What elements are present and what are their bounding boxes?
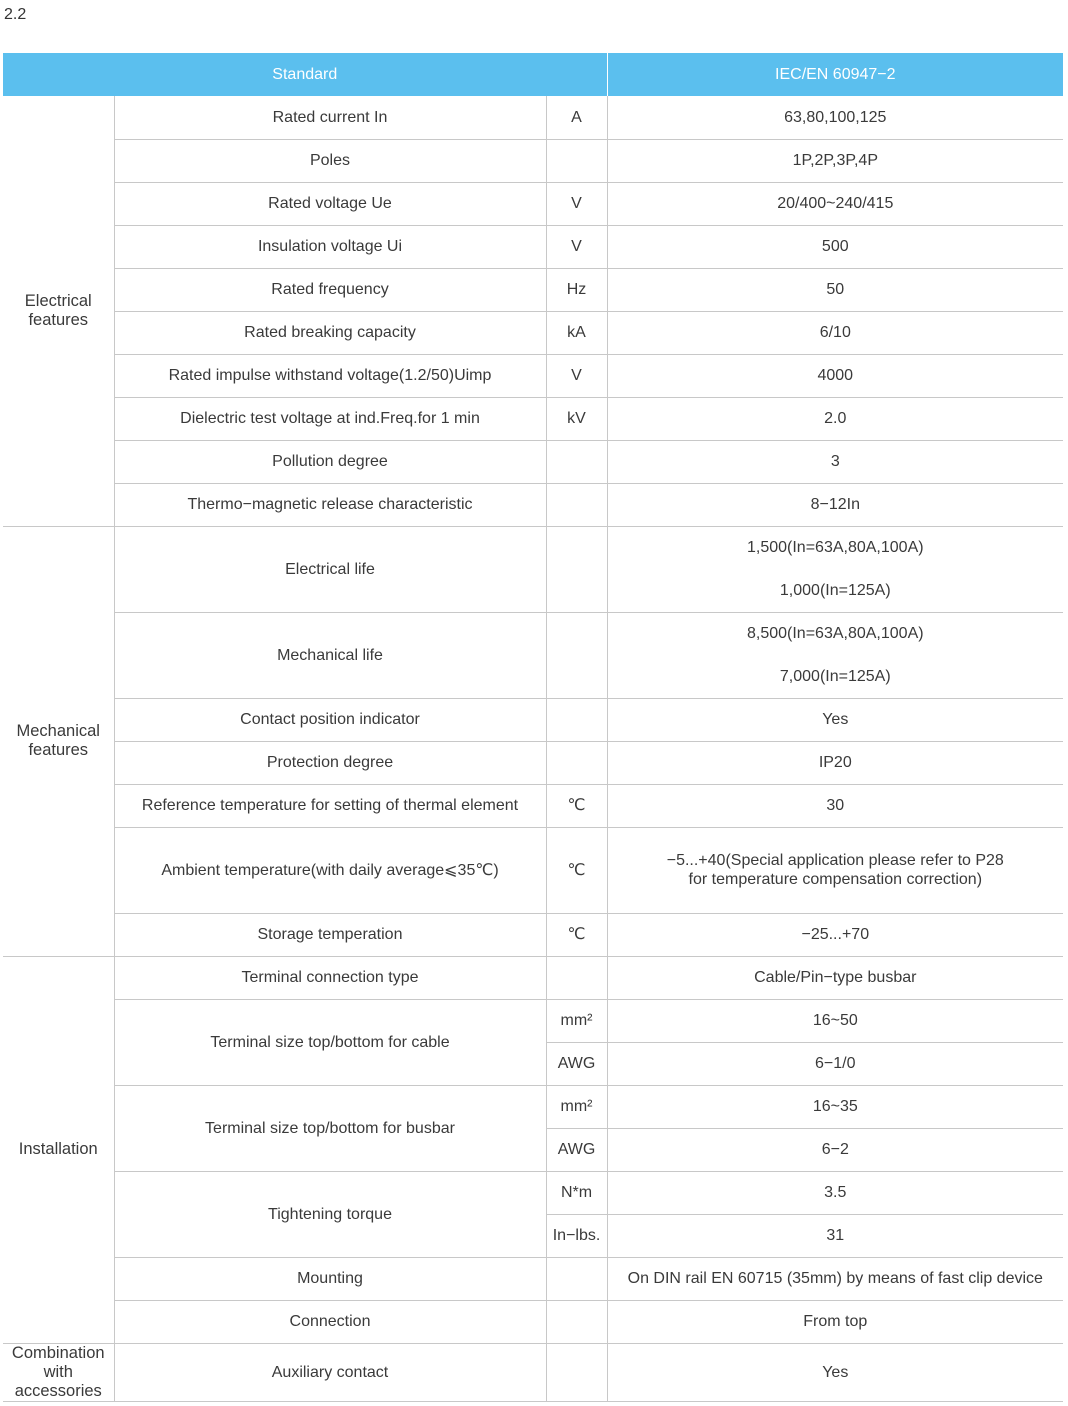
value-cell: 30 (607, 784, 1063, 827)
value-cell: 6/10 (607, 311, 1063, 354)
param-cell: Thermo−magnetic release characteristic (114, 483, 546, 526)
unit-cell (546, 698, 607, 741)
param-cell: Terminal size top/bottom for cable (114, 999, 546, 1085)
param-cell: Insulation voltage Ui (114, 225, 546, 268)
unit-cell: V (546, 354, 607, 397)
value-cell: 8−12In (607, 483, 1063, 526)
value-cell: 4000 (607, 354, 1063, 397)
param-cell: Mechanical life (114, 612, 546, 698)
value-cell: Yes (607, 698, 1063, 741)
value-line: 1,000(In=125A) (779, 582, 891, 599)
value-cell (607, 612, 1063, 698)
unit-cell (546, 139, 607, 182)
param-cell: Rated current In (114, 96, 546, 139)
param-cell: Terminal connection type (114, 956, 546, 999)
table-row (3, 354, 1063, 397)
table-row (3, 96, 1063, 139)
table-row (3, 311, 1063, 354)
unit-cell (546, 1257, 607, 1300)
unit-cell: AWG (546, 1042, 607, 1085)
param-cell: Protection degree (114, 741, 546, 784)
param-cell: Auxiliary contact (114, 1343, 546, 1401)
param-cell: Rated frequency (114, 268, 546, 311)
value-cell: 16~50 (607, 999, 1063, 1042)
unit-cell: V (546, 182, 607, 225)
table-row (3, 483, 1063, 526)
spec-table (3, 53, 1063, 1402)
param-cell: Terminal size top/bottom for busbar (114, 1085, 546, 1171)
table-row (3, 1257, 1063, 1300)
table-row (3, 827, 1063, 913)
table-row (3, 397, 1063, 440)
param-cell: Rated breaking capacity (114, 311, 546, 354)
table-row (3, 698, 1063, 741)
header-standard-value: IEC/EN 60947−2 (607, 53, 1063, 96)
param-cell: Storage temperation (114, 913, 546, 956)
unit-cell: mm² (546, 999, 607, 1042)
value-cell: 1P,2P,3P,4P (607, 139, 1063, 182)
value-cell: 16~35 (607, 1085, 1063, 1128)
param-cell: Tightening torque (114, 1171, 546, 1257)
value-cell: From top (607, 1300, 1063, 1343)
table-row (3, 784, 1063, 827)
group-combination: Combination with accessories (3, 1343, 114, 1401)
group-mechanical: Mechanical features (3, 526, 114, 956)
unit-cell: A (546, 96, 607, 139)
unit-cell (546, 483, 607, 526)
table-row (3, 1171, 1063, 1214)
value-cell: 63,80,100,125 (607, 96, 1063, 139)
table-row (3, 612, 1063, 698)
value-cell: On DIN rail EN 60715 (35mm) by means of fast clip device (607, 1257, 1063, 1300)
table-row (3, 225, 1063, 268)
table-row (3, 1343, 1063, 1401)
table-row (3, 1085, 1063, 1128)
unit-cell: V (546, 225, 607, 268)
value-cell: 20/400~240/415 (607, 182, 1063, 225)
header-standard-label: Standard (3, 53, 607, 96)
unit-cell: N*m (546, 1171, 607, 1214)
param-cell: Ambient temperature(with daily average⩽35℃) (114, 827, 546, 913)
value-cell (607, 827, 1063, 913)
section-number: 2.2 (4, 6, 27, 23)
unit-cell: mm² (546, 1085, 607, 1128)
table-row (3, 1300, 1063, 1343)
unit-cell: kV (546, 397, 607, 440)
value-cell: 3 (607, 440, 1063, 483)
table-row (3, 526, 1063, 612)
table-row (3, 268, 1063, 311)
unit-cell: AWG (546, 1128, 607, 1171)
unit-cell (546, 526, 607, 612)
value-cell: Cable/Pin−type busbar (607, 956, 1063, 999)
unit-cell: kA (546, 311, 607, 354)
param-cell: Reference temperature for setting of thermal element (114, 784, 546, 827)
value-cell: 2.0 (607, 397, 1063, 440)
unit-cell (546, 440, 607, 483)
param-cell: Rated voltage Ue (114, 182, 546, 225)
value-cell: 50 (607, 268, 1063, 311)
param-cell: Poles (114, 139, 546, 182)
value-line: −5...+40(Special application please refer to P28 (666, 852, 1004, 869)
unit-cell: In−lbs. (546, 1214, 607, 1257)
param-cell: Dielectric test voltage at ind.Freq.for 1 min (114, 397, 546, 440)
value-cell (607, 526, 1063, 612)
value-line: 1,500(In=63A,80A,100A) (746, 539, 924, 556)
unit-cell (546, 612, 607, 698)
value-cell: 6−1/0 (607, 1042, 1063, 1085)
table-header-row (3, 53, 1063, 96)
value-line: for temperature compensation correction) (688, 871, 983, 888)
param-cell: Contact position indicator (114, 698, 546, 741)
value-cell: 3.5 (607, 1171, 1063, 1214)
value-cell: 500 (607, 225, 1063, 268)
table-row (3, 182, 1063, 225)
table-row (3, 440, 1063, 483)
table-row (3, 913, 1063, 956)
param-cell: Mounting (114, 1257, 546, 1300)
param-cell: Rated impulse withstand voltage(1.2/50)Uimp (114, 354, 546, 397)
group-electrical: Electrical features (3, 96, 114, 526)
value-cell: IP20 (607, 741, 1063, 784)
value-cell: 6−2 (607, 1128, 1063, 1171)
unit-cell: ℃ (546, 827, 607, 913)
unit-cell: Hz (546, 268, 607, 311)
table-row (3, 999, 1063, 1042)
table-row (3, 741, 1063, 784)
unit-cell (546, 741, 607, 784)
group-installation: Installation (3, 956, 114, 1343)
unit-cell (546, 1300, 607, 1343)
unit-cell: ℃ (546, 784, 607, 827)
value-cell: Yes (607, 1343, 1063, 1401)
value-line: 8,500(In=63A,80A,100A) (746, 625, 924, 642)
param-cell: Pollution degree (114, 440, 546, 483)
unit-cell: ℃ (546, 913, 607, 956)
value-cell: −25...+70 (607, 913, 1063, 956)
param-cell: Electrical life (114, 526, 546, 612)
unit-cell (546, 956, 607, 999)
value-cell: 31 (607, 1214, 1063, 1257)
table-row (3, 956, 1063, 999)
table-row (3, 139, 1063, 182)
param-cell: Connection (114, 1300, 546, 1343)
value-line: 7,000(In=125A) (779, 668, 891, 685)
unit-cell (546, 1343, 607, 1401)
